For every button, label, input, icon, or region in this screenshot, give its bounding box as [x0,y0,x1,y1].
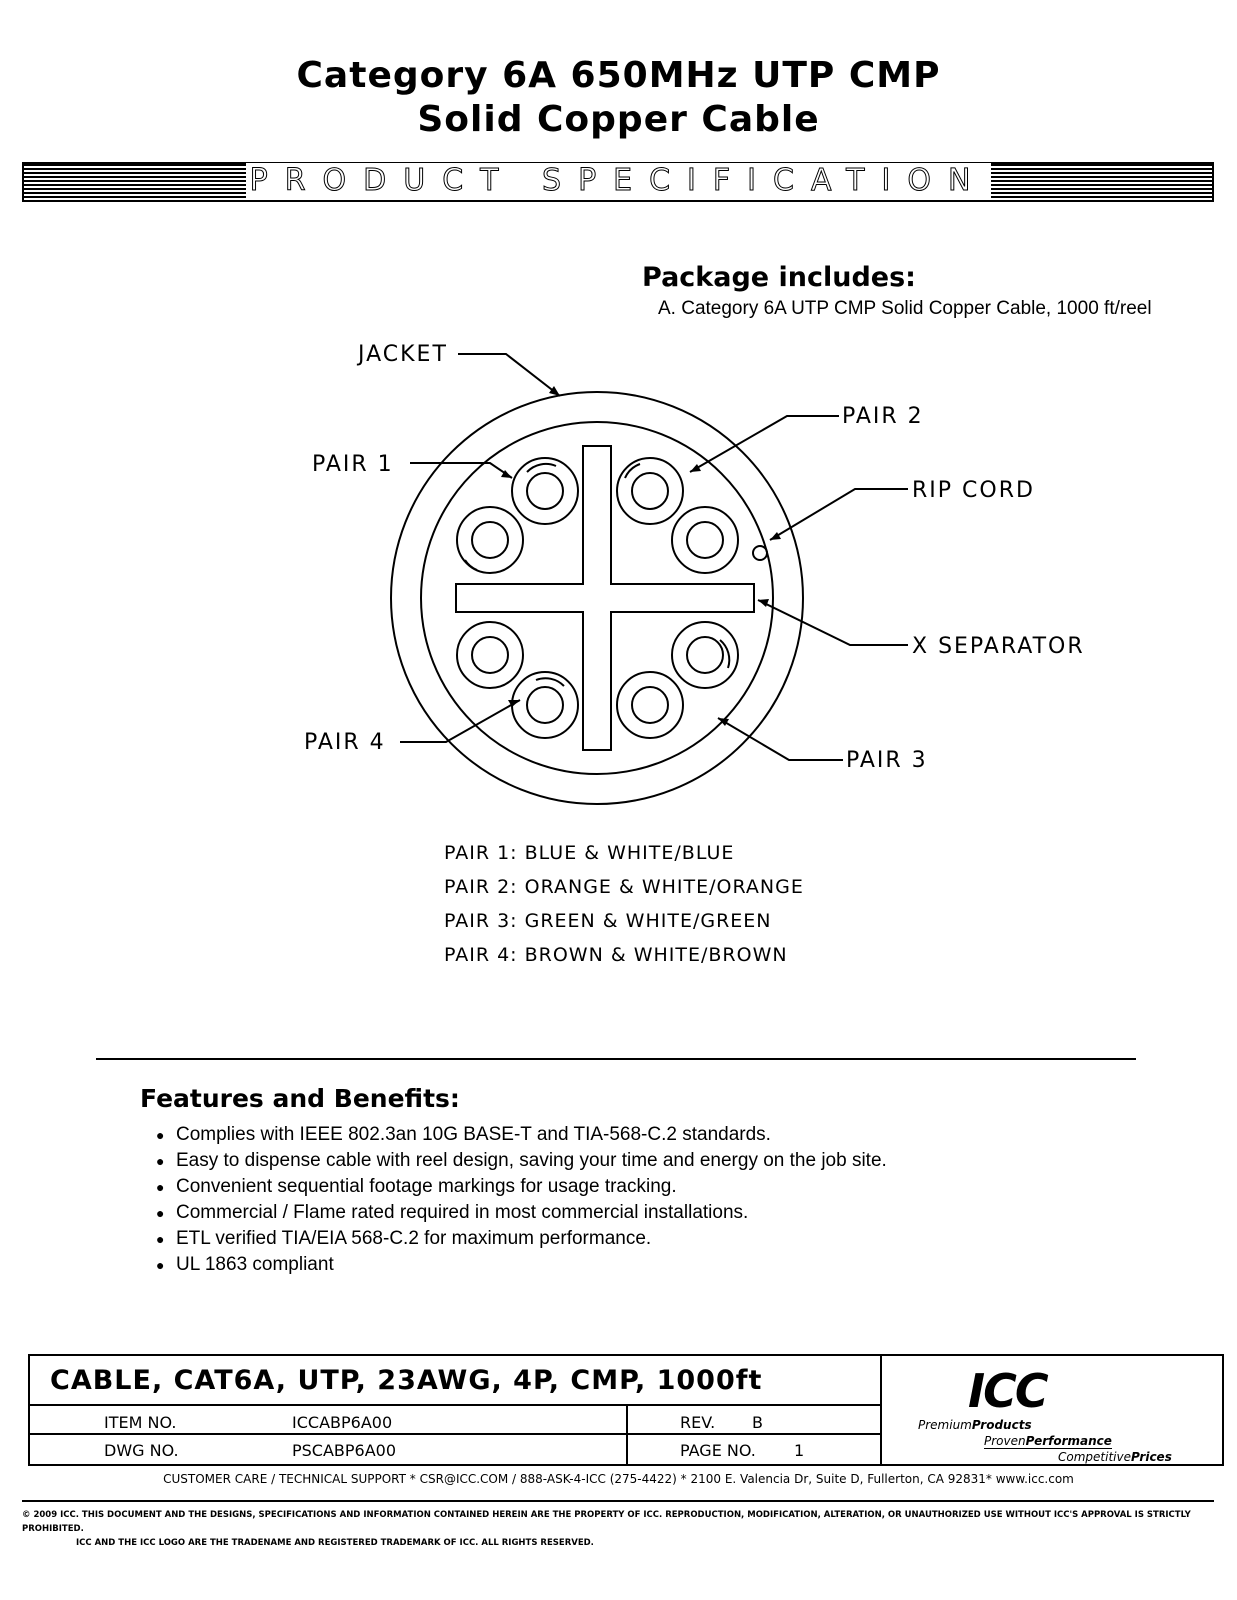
page-no-value: 1 [794,1441,805,1460]
conductor-pair1-a [512,458,578,524]
document-title-line2: Solid Copper Cable [417,99,820,140]
tagline-products: Products [971,1418,1032,1432]
label-rip-cord: RIP CORD [912,478,1035,503]
title-block-col-divider [626,1406,628,1464]
section-divider [96,1058,1136,1060]
feature-item: ● Convenient sequential footage markings for usage tracking. [156,1174,887,1200]
feature-item: ● Commercial / Flame rated required in most commercial installations. [156,1200,887,1226]
x-separator-shape [456,446,754,750]
tagline-prices: Prices [1130,1450,1172,1464]
package-item-a: A. Category 6A UTP CMP Solid Copper Cable, 1000 ft/reel [658,298,1152,319]
feature-item: ● Easy to dispense cable with reel design, saving your time and energy on the job site. [156,1148,887,1174]
item-no-value: ICCABP6A00 [292,1413,393,1432]
color-legend-pair1: PAIR 1: BLUE & WHITE/BLUE [444,842,735,864]
label-pair1: PAIR 1 [312,452,394,477]
label-x-separator: X SEPARATOR [912,634,1085,659]
copyright-divider [22,1500,1214,1502]
feature-item: ● UL 1863 compliant [156,1252,887,1278]
feature-item: ● Complies with IEEE 802.3an 10G BASE-T and TIA-568-C.2 standards. [156,1122,887,1148]
tagline-proven: Proven [984,1434,1026,1448]
item-no-label: ITEM NO. [104,1413,177,1432]
document-title-line1: Category 6A 650MHz UTP CMP [296,55,941,96]
tagline-competitive-prices [1058,1450,1172,1465]
label-pair2: PAIR 2 [842,404,924,429]
tagline-competitive: Competitive [1058,1450,1131,1464]
features-heading: Features and Benefits: [140,1084,460,1113]
rev-label: REV. [680,1413,716,1432]
jacket-inner-circle [421,422,773,774]
color-legend-pair2: PAIR 2: ORANGE & WHITE/ORANGE [444,876,804,898]
icc-logo: ICC [968,1364,1047,1418]
features-list [156,1122,887,1278]
tagline-proven-performance [984,1434,1112,1449]
spec-banner-label: PRODUCT SPECIFICATION [246,163,992,198]
jacket-outer-circle [391,392,803,804]
conductor-pair4-b [512,672,578,738]
copyright-line2: ICC AND THE ICC LOGO ARE THE TRADENAME AND REGISTERED TRADEMARK OF ICC. ALL RIGHTS RESERVED. [76,1538,594,1548]
color-legend-pair4: PAIR 4: BROWN & WHITE/BROWN [444,944,788,966]
label-pair3: PAIR 3 [846,748,928,773]
conductor-pair2-b [672,507,738,573]
conductor-pair3-b [617,672,683,738]
label-jacket: JACKET [358,342,448,367]
dwg-no-value: PSCABP6A00 [292,1441,397,1460]
title-block-row-divider [30,1433,880,1435]
customer-care-footer: CUSTOMER CARE / TECHNICAL SUPPORT * CSR@ICC.COM / 888-ASK-4-ICC (275-4422) * 2100 E. Valencia Dr, Suite D, Fullerton, CA 92831* www.icc.com [163,1472,1074,1486]
rip-cord-circle [753,546,767,560]
color-legend-pair3: PAIR 3: GREEN & WHITE/GREEN [444,910,772,932]
rev-value: B [752,1413,763,1432]
copyright-notice [22,1508,1214,1550]
copyright-line1: © 2009 ICC. THIS DOCUMENT AND THE DESIGNS, SPECIFICATIONS AND INFORMATION CONTAINED HEREIN ARE THE PROPERTY OF ICC. REPRODUCTION, MODIFICATION, ALTERATION, OR UNAUTHORIZED USE WITHOUT ICC'S APPROVAL IS STRICTLY PROHIBITED. [22,1510,1191,1534]
label-pair4: PAIR 4 [304,730,386,755]
page-no-label: PAGE NO. [680,1441,756,1460]
conductor-pair2-a [617,458,683,524]
title-block-divider [880,1356,882,1464]
feature-item: ● ETL verified TIA/EIA 568-C.2 for maximum performance. [156,1226,887,1252]
tagline-premium: Premium [918,1418,972,1432]
tagline-premium-products [918,1418,1032,1432]
dwg-no-label: DWG NO. [104,1441,179,1460]
tagline-performance: Performance [1025,1434,1112,1448]
package-heading: Package includes: [642,262,916,293]
conductor-pair4-a [457,622,523,688]
title-block-description: CABLE, CAT6A, UTP, 23AWG, 4P, CMP, 1000ft [30,1356,882,1406]
